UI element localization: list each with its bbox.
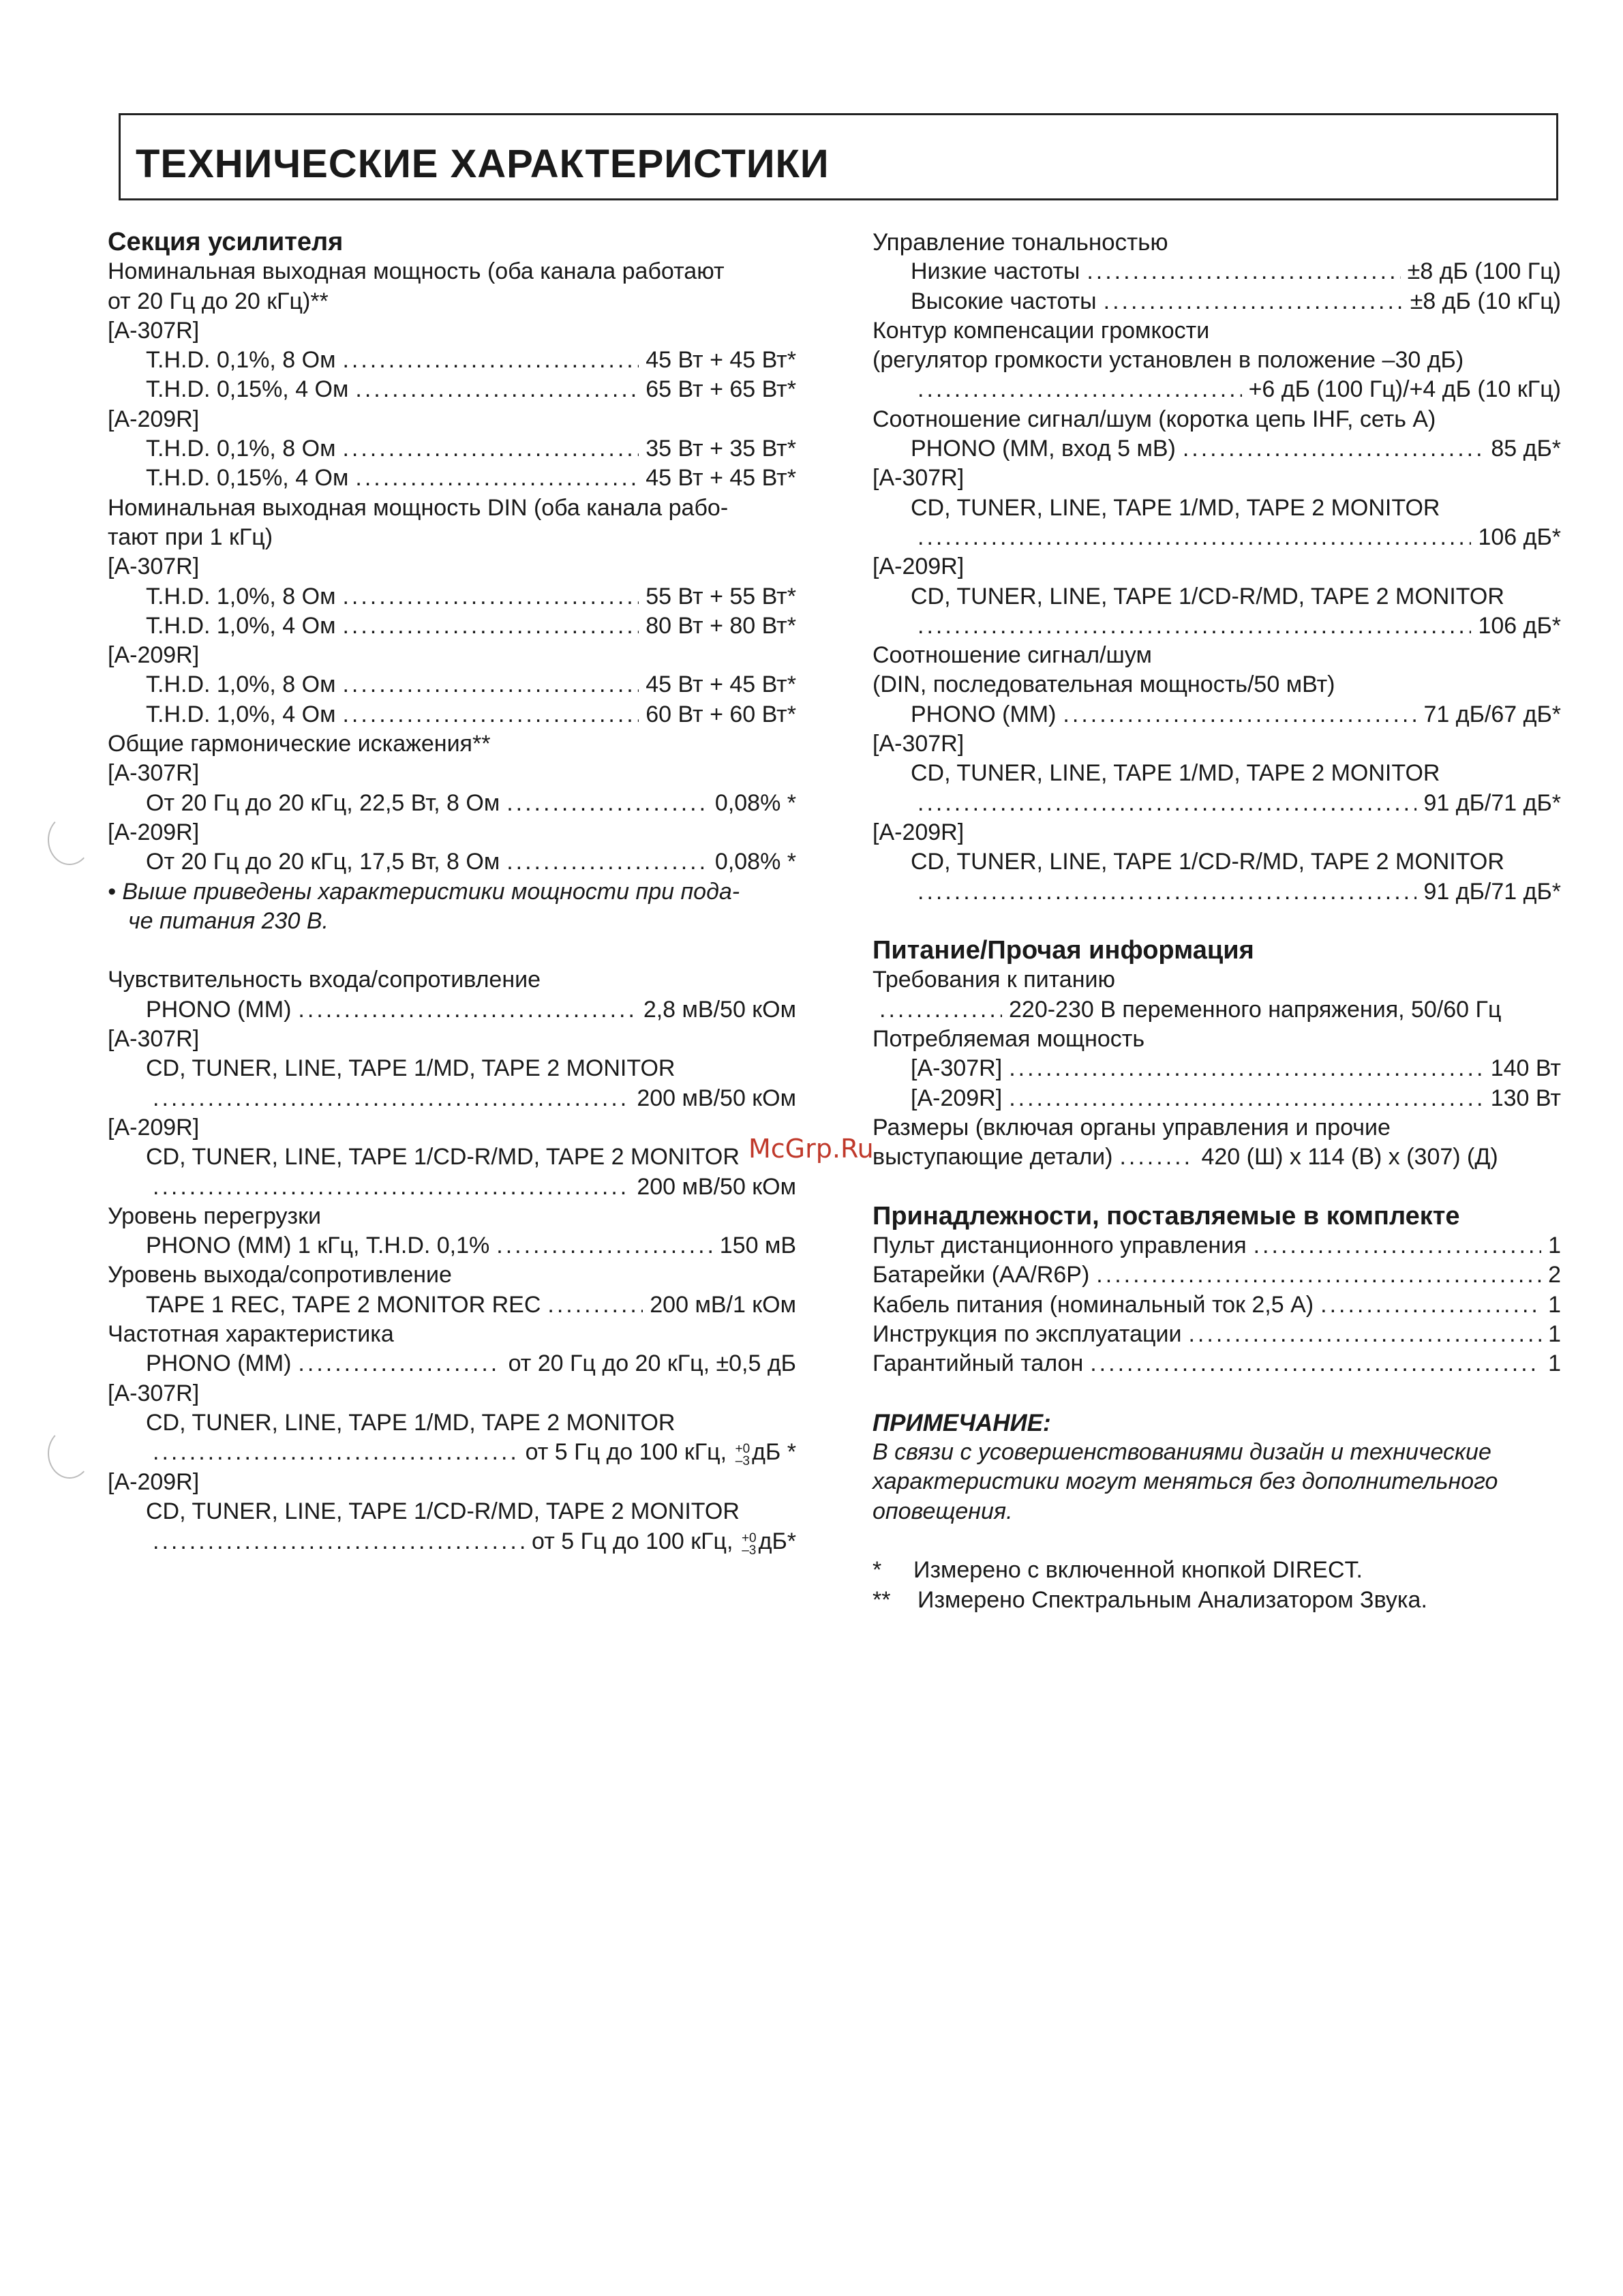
spec-row: ..... 91 дБ/71 дБ* (873, 877, 1561, 907)
note-heading: ПРИМЕЧАНИЕ: (873, 1409, 1051, 1436)
spec-row: От 20 Гц до 20 кГц, 17,5 Вт, 8 Ом ..... 0,08% * (108, 847, 796, 877)
spec-label: CD, TUNER, LINE, TAPE 1/CD-R/MD, TAPE 2 MONITOR (146, 1144, 740, 1170)
spec-row: ..... от 5 Гц до 100 кГц, +0 –3дБ * (108, 1438, 796, 1468)
spec-row: T.H.D. 0,15%, 4 Ом ..... 45 Вт + 45 Вт* (108, 464, 796, 493)
watermark: McGrp.Ru (748, 1134, 874, 1164)
spec-row: ..... 200 мВ/50 кОм (108, 1173, 796, 1202)
spec-row: Батарейки (AA/R6P) ..... 2 (873, 1260, 1561, 1290)
page-title: ТЕХНИЧЕСКИЕ ХАРАКТЕРИСТИКИ (136, 142, 830, 186)
tolerance: +0 –3 (741, 1530, 757, 1558)
footnote: ** Измерено Спектральным Анализатором Звука. (873, 1586, 1427, 1613)
spec-label: CD, TUNER, LINE, TAPE 1/CD-R/MD, TAPE 2 MONITOR (911, 583, 1504, 609)
section-heading: Питание/Прочая информация (873, 936, 1254, 965)
spec-row: От 20 Гц до 20 кГц, 22,5 Вт, 8 Ом ..... 0,08% * (108, 789, 796, 818)
spec-row: T.H.D. 0,1%, 8 Ом ..... 35 Вт + 35 Вт* (108, 434, 796, 464)
spec-row: T.H.D. 0,15%, 4 Ом ..... 65 Вт + 65 Вт* (108, 375, 796, 404)
spec-row: T.H.D. 0,1%, 8 Ом ..... 45 Вт + 45 Вт* (108, 346, 796, 375)
spec-label: Частотная характеристика (108, 1320, 394, 1347)
tolerance: +0 –3 (735, 1442, 750, 1469)
note-text: характеристики могут меняться без дополнительного (873, 1468, 1498, 1495)
power-note: • Выше приведены характеристики мощности при пода- (108, 878, 740, 905)
spec-label: от 20 Гц до 20 кГц)** (108, 288, 329, 314)
spec-row: ..... 91 дБ/71 дБ* (873, 789, 1561, 818)
spec-row: Низкие частоты ..... ±8 дБ (100 Гц) (873, 257, 1561, 286)
section-heading: Принадлежности, поставляемые в комплекте (873, 1201, 1460, 1230)
section-heading: Секция усилителя (108, 228, 344, 256)
spec-row: T.H.D. 1,0%, 8 Ом ..... 45 Вт + 45 Вт* (108, 670, 796, 699)
model-tag: [A-209R] (108, 1114, 200, 1141)
spec-row: T.H.D. 1,0%, 4 Ом ..... 60 Вт + 60 Вт* (108, 700, 796, 729)
spec-row: ..... 106 дБ* (873, 611, 1561, 641)
spec-row: Кабель питания (номинальный ток 2,5 А) ..... 1 (873, 1290, 1561, 1320)
footnote: * Измерено с включенной кнопкой DIRECT. (873, 1557, 1363, 1584)
spec-row: Инструкция по эксплуатации ..... 1 (873, 1320, 1561, 1349)
spec-row: ..... от 5 Гц до 100 кГц, +0 –3дБ* (108, 1527, 796, 1557)
spec-label: Общие гармонические искажения** (108, 731, 491, 757)
spec-label: Контур компенсации громкости (873, 317, 1210, 344)
spec-label: (DIN, последовательная мощность/50 мВт) (873, 671, 1335, 698)
title-box (119, 113, 1558, 200)
model-tag: [A-307R] (108, 554, 200, 580)
spec-row: Гарантийный талон ..... 1 (873, 1349, 1561, 1378)
spec-label: (регулятор громкости установлен в положение –30 дБ) (873, 347, 1464, 374)
spec-label: CD, TUNER, LINE, TAPE 1/MD, TAPE 2 MONITOR (146, 1409, 676, 1436)
spec-label: Уровень выхода/сопротивление (108, 1262, 452, 1288)
note-text: В связи с усовершенствованиями дизайн и технические (873, 1439, 1491, 1466)
model-tag: [A-209R] (873, 819, 965, 845)
spec-row: Высокие частоты ..... ±8 дБ (10 кГц) (873, 287, 1561, 316)
spec-label: Соотношение сигнал/шум (873, 642, 1152, 669)
punch-hole-mark (48, 815, 91, 865)
model-tag: [A-209R] (108, 642, 200, 669)
spec-row: PHONO (MM) ..... 2,8 мВ/50 кОм (108, 995, 796, 1025)
model-tag: [A-307R] (873, 731, 965, 757)
spec-row: PHONO (MM) 1 кГц, T.H.D. 0,1% ..... 150 мВ (108, 1231, 796, 1260)
spec-row: ..... 220-230 В переменного напряжения, 50/60 Гц (873, 995, 1561, 1025)
spec-label: CD, TUNER, LINE, TAPE 1/MD, TAPE 2 MONITOR (911, 494, 1440, 521)
right-column (873, 228, 1561, 1615)
spec-label: Размеры (включая органы управления и прочие (873, 1114, 1391, 1141)
spec-row: PHONO (MM) ..... от 20 Гц до 20 кГц, ±0,5 дБ (108, 1349, 796, 1378)
spec-row: PHONO (MM) ..... 71 дБ/67 дБ* (873, 700, 1561, 729)
spec-row: выступающие детали) ..... 420 (Ш) x 114 (В) x (307) (Д) (873, 1143, 1561, 1172)
model-tag: [A-209R] (108, 819, 200, 845)
spec-row: ..... 106 дБ* (873, 523, 1561, 552)
spec-row: ..... +6 дБ (100 Гц)/+4 дБ (10 кГц) (873, 375, 1561, 404)
model-tag: [A-307R] (873, 465, 965, 492)
spec-label: Требования к питанию (873, 967, 1115, 993)
model-tag: [A-209R] (108, 406, 200, 432)
spec-label: Номинальная выходная мощность DIN (оба канала рабо- (108, 494, 729, 521)
model-tag: [A-307R] (108, 1026, 200, 1053)
spec-row: ..... 200 мВ/50 кОм (108, 1084, 796, 1113)
spec-row: T.H.D. 1,0%, 8 Ом ..... 55 Вт + 55 Вт* (108, 582, 796, 611)
spec-row: T.H.D. 1,0%, 4 Ом ..... 80 Вт + 80 Вт* (108, 611, 796, 641)
spec-row: TAPE 1 REC, TAPE 2 MONITOR REC ..... 200 мВ/1 кОм (108, 1290, 796, 1320)
spec-row: Пульт дистанционного управления ..... 1 (873, 1231, 1561, 1260)
power-note: че питания 230 В. (128, 907, 329, 934)
spec-row: PHONO (MM, вход 5 мВ) ..... 85 дБ* (873, 434, 1561, 464)
spec-label: Управление тональностью (873, 229, 1168, 256)
spec-label: тают при 1 кГц) (108, 524, 273, 550)
spec-label: Потребляемая мощность (873, 1026, 1145, 1053)
punch-hole-mark (48, 1428, 91, 1479)
spec-label: Номинальная выходная мощность (оба канала работают (108, 258, 725, 285)
spec-row: [A-209R] ..... 130 Вт (873, 1084, 1561, 1113)
spec-label: Соотношение сигнал/шум (коротка цепь IHF, сеть A) (873, 406, 1436, 432)
spec-label: Чувствительность входа/сопротивление (108, 967, 541, 993)
model-tag: [A-307R] (108, 760, 200, 787)
spec-label: CD, TUNER, LINE, TAPE 1/MD, TAPE 2 MONITOR (146, 1055, 676, 1082)
note-text: оповещения. (873, 1498, 1013, 1524)
spec-label: CD, TUNER, LINE, TAPE 1/CD-R/MD, TAPE 2 MONITOR (146, 1498, 740, 1525)
model-tag: [A-209R] (108, 1469, 200, 1496)
spec-label: Уровень перегрузки (108, 1203, 321, 1229)
left-column (108, 228, 796, 1557)
spec-row: [A-307R] ..... 140 Вт (873, 1054, 1561, 1083)
model-tag: [A-307R] (108, 317, 200, 344)
model-tag: [A-307R] (108, 1380, 200, 1406)
spec-label: CD, TUNER, LINE, TAPE 1/CD-R/MD, TAPE 2 MONITOR (911, 849, 1504, 875)
model-tag: [A-209R] (873, 554, 965, 580)
spec-label: CD, TUNER, LINE, TAPE 1/MD, TAPE 2 MONITOR (911, 760, 1440, 787)
